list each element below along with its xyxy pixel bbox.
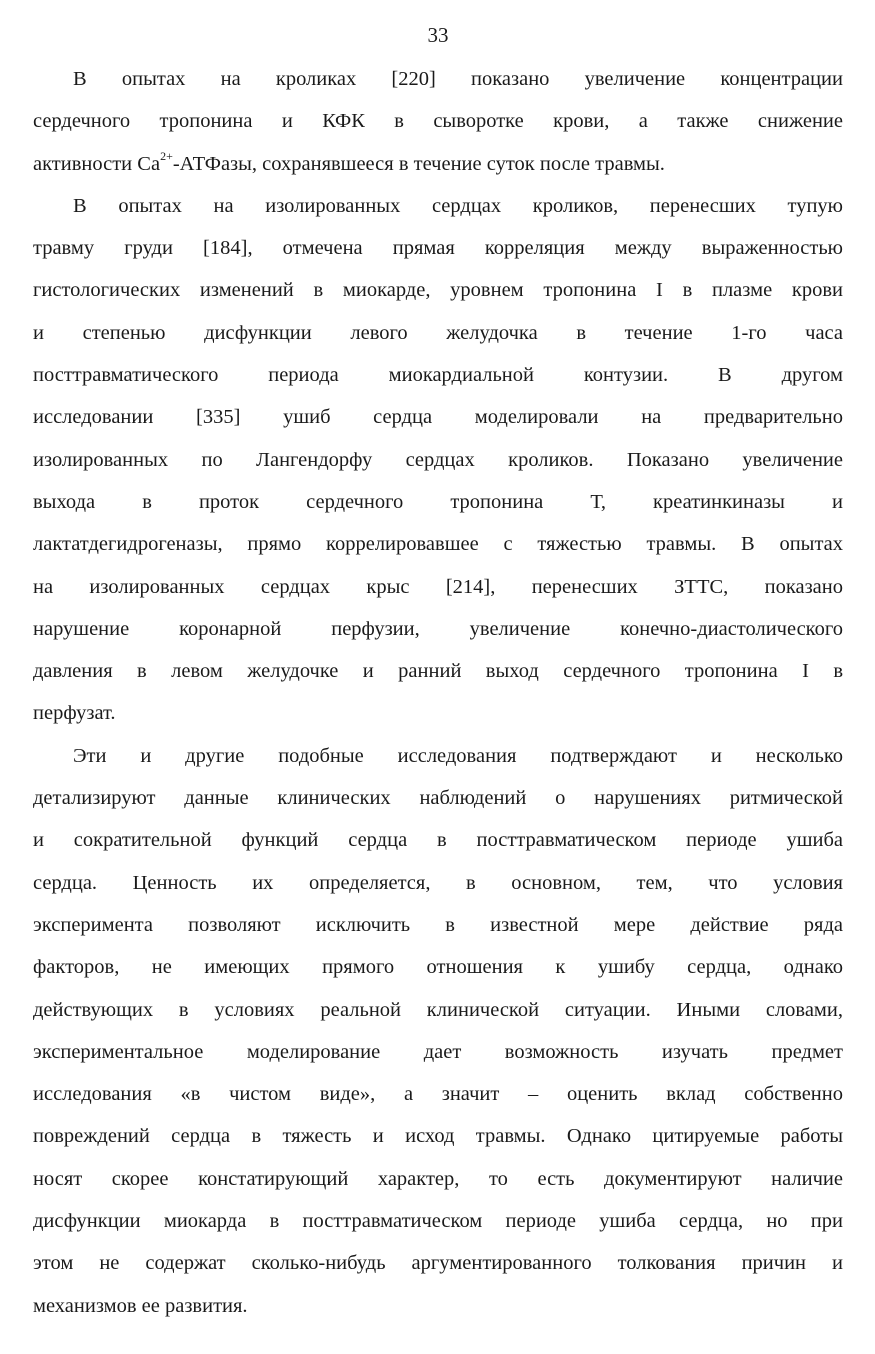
text-line: выхода в проток сердечного тропонина Т, креатинкиназы и <box>33 490 843 513</box>
document-page <box>33 20 843 1327</box>
text-line: травму груди [184], отмечена прямая корреляция между выраженностью <box>33 237 843 260</box>
paragraph-2 <box>33 185 843 735</box>
text-line: этом не содержат сколько-нибудь аргументированного толкования причин и <box>33 1252 843 1275</box>
text-line: действующих в условиях реальной клинической ситуации. Иными словами, <box>33 998 843 1021</box>
text-line: давления в левом желудочке и ранний выход сердечного тропонина I в <box>33 660 843 683</box>
text-line: и степенью дисфункции левого желудочка в течение 1-го часа <box>33 321 843 344</box>
text-line: исследовании [335] ушиб сердца моделировали на предварительно <box>33 406 843 429</box>
text-segment: активности Ca <box>33 152 161 175</box>
paragraph-3 <box>33 735 843 1327</box>
text-line: экспериментальное моделирование дает возможность изучать предмет <box>33 1040 843 1063</box>
text-line: В опытах на кроликах [220] показано увеличение концентрации <box>73 68 843 90</box>
text-line: повреждений сердца в тяжесть и исход травмы. Однако цитируемые работы <box>33 1125 843 1148</box>
text-line: носят скорее констатирующий характер, то есть документируют наличие <box>33 1167 843 1190</box>
text-line: на изолированных сердцах крыс [214], перенесших ЗТТС, показано <box>33 575 843 598</box>
text-line: исследования «в чистом виде», а значит – оценить вклад собственно <box>33 1083 843 1106</box>
page-number: 33 <box>427 23 449 47</box>
text-line: лактатдегидрогеназы, прямо коррелировавшее с тяжестью травмы. В опытах <box>33 533 843 556</box>
text-line: сердца. Ценность их определяется, в основном, тем, что условия <box>33 871 843 894</box>
paragraph-1 <box>33 58 843 185</box>
text-segment: -АТФазы, сохранявшееся в течение суток после травмы. <box>172 152 665 175</box>
text-line: В опытах на изолированных сердцах кроликов, перенесших тупую <box>73 194 843 217</box>
superscript-charge: 2+ <box>160 148 173 163</box>
text-line: факторов, не имеющих прямого отношения к ушибу сердца, однако <box>33 956 843 979</box>
text-line: Эти и другие подобные исследования подтверждают и несколько <box>73 744 843 767</box>
text-line: дисфункции миокарда в посттравматическом периоде ушиба сердца, но при <box>33 1210 843 1233</box>
text-line: и сократительной функций сердца в посттравматическом периоде ушиба <box>33 829 843 852</box>
text-line: посттравматического периода миокардиальной контузии. В другом <box>33 364 843 387</box>
text-line: нарушение коронарной перфузии, увеличение конечно-диастолического <box>33 617 843 640</box>
text-line: изолированных по Лангендорфу сердцах кроликов. Показано увеличение <box>33 448 843 471</box>
text-line: гистологических изменений в миокарде, уровнем тропонина I в плазме крови <box>33 279 843 302</box>
text-line: эксперимента позволяют исключить в известной мере действие ряда <box>33 913 843 936</box>
text-line: перфузат. <box>33 702 116 725</box>
text-line: сердечного тропонина и КФК в сыворотке крови, а также снижение <box>33 110 843 133</box>
text-line <box>33 143 843 185</box>
text-line: механизмов ее развития. <box>33 1294 248 1317</box>
text-line: детализируют данные клинических наблюдений о нарушениях ритмической <box>33 787 843 810</box>
